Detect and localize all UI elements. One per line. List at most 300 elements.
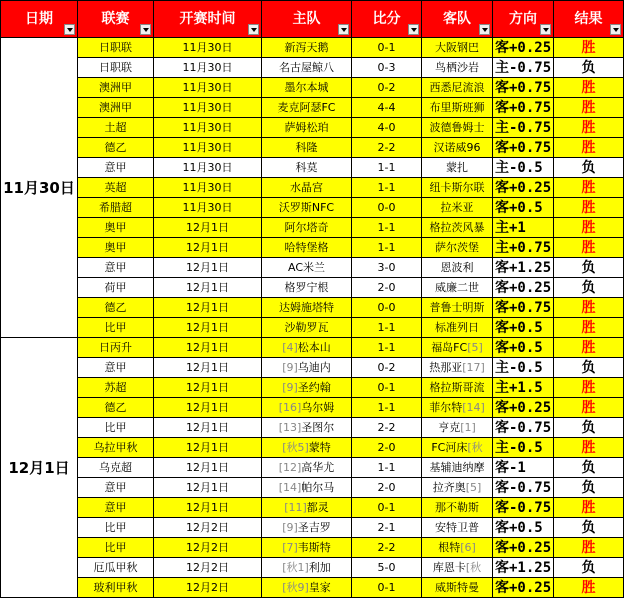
score-cell: 1-1 — [352, 458, 422, 478]
away-team-cell — [422, 518, 493, 538]
result-cell: 胜 — [554, 238, 624, 258]
table-row — [1, 258, 624, 278]
league-cell: 比甲 — [78, 518, 154, 538]
home-team: 高华尤 — [301, 460, 335, 474]
away-team-cell — [422, 378, 493, 398]
away-rank: [秋 — [467, 440, 483, 454]
result-cell: 负 — [554, 358, 624, 378]
away-team: 威廉二世 — [435, 280, 479, 294]
league-cell: 乌拉甲秋 — [78, 438, 154, 458]
away-team-cell — [422, 158, 493, 178]
table-row — [1, 518, 624, 538]
away-team: 威斯特曼 — [435, 580, 479, 594]
time-cell: 12月2日 — [154, 558, 262, 578]
away-rank: [秋 — [465, 560, 482, 574]
home-team-cell — [262, 298, 352, 318]
away-team-cell — [422, 558, 493, 578]
away-team-cell — [422, 198, 493, 218]
time-cell: 12月1日 — [154, 318, 262, 338]
away-team: 大阪钢巴 — [435, 40, 479, 54]
away-team: 基辅迪纳摩 — [429, 460, 485, 474]
direction-cell: 主-0.5 — [493, 438, 554, 458]
away-team-cell — [422, 298, 493, 318]
home-team-cell — [262, 258, 352, 278]
home-team: 松本山 — [297, 340, 331, 354]
home-team-cell — [262, 198, 352, 218]
away-team: 布里斯班狮 — [429, 100, 485, 114]
score-cell: 4-4 — [352, 98, 422, 118]
away-team-cell — [422, 218, 493, 238]
away-team: 安特卫普 — [435, 520, 479, 534]
home-team: 科莫 — [295, 160, 318, 174]
home-team: 科隆 — [295, 140, 318, 154]
result-cell: 胜 — [554, 118, 624, 138]
away-rank: [5] — [467, 340, 483, 354]
away-team-cell — [422, 458, 493, 478]
home-team: 都灵 — [306, 500, 329, 514]
away-team-cell — [422, 418, 493, 438]
score-cell: 2-2 — [352, 538, 422, 558]
league-cell: 奥甲 — [78, 238, 154, 258]
result-cell: 胜 — [554, 78, 624, 98]
direction-cell: 客-0.75 — [493, 418, 554, 438]
table-row — [1, 198, 624, 218]
home-rank: [秋5] — [282, 440, 309, 454]
score-cell: 2-2 — [352, 418, 422, 438]
time-cell: 12月1日 — [154, 298, 262, 318]
league-cell: 澳洲甲 — [78, 98, 154, 118]
away-team: 标准列日 — [435, 320, 479, 334]
direction-cell: 客-0.75 — [493, 478, 554, 498]
home-rank: [14] — [278, 480, 302, 494]
table-row — [1, 498, 624, 518]
home-team: 利加 — [308, 560, 331, 574]
time-cell: 12月1日 — [154, 458, 262, 478]
score-cell: 0-1 — [352, 498, 422, 518]
league-cell: 意甲 — [78, 498, 154, 518]
home-team-cell — [262, 378, 352, 398]
home-team: 麦克阿瑟FC — [277, 100, 336, 114]
home-team: 帕尔马 — [301, 480, 335, 494]
direction-cell: 客+0.25 — [493, 38, 554, 58]
score-cell: 0-0 — [352, 198, 422, 218]
filter-dropdown-icon[interactable] — [610, 24, 621, 35]
result-cell: 负 — [554, 518, 624, 538]
away-team: 西悉尼流浪 — [429, 80, 485, 94]
table-row — [1, 458, 624, 478]
away-team-cell — [422, 98, 493, 118]
away-team: 根特 — [438, 540, 461, 554]
filter-dropdown-icon[interactable] — [140, 24, 151, 35]
away-rank: [14] — [462, 400, 485, 414]
score-cell: 1-1 — [352, 218, 422, 238]
score-cell: 2-2 — [352, 138, 422, 158]
home-team-cell — [262, 358, 352, 378]
home-team-cell — [262, 578, 352, 598]
home-team: 名古屋鲸八 — [279, 60, 334, 74]
home-rank: [13] — [278, 420, 302, 434]
away-rank: [17] — [462, 360, 485, 374]
result-cell: 胜 — [554, 198, 624, 218]
table-row — [1, 538, 624, 558]
away-team-cell — [422, 118, 493, 138]
home-team: 蒙特 — [308, 440, 331, 454]
header-direction: 方向 — [493, 1, 554, 38]
league-cell: 意甲 — [78, 358, 154, 378]
league-cell: 德乙 — [78, 398, 154, 418]
away-team: 波德鲁姆士 — [429, 120, 485, 134]
table-row — [1, 98, 624, 118]
home-rank: [秋1] — [282, 560, 309, 574]
home-team-cell — [262, 158, 352, 178]
league-cell: 奥甲 — [78, 218, 154, 238]
direction-cell: 主+1.5 — [493, 378, 554, 398]
home-rank: [7] — [282, 540, 298, 554]
result-cell: 胜 — [554, 38, 624, 58]
away-team: 恩波利 — [440, 260, 474, 274]
away-team: 普鲁士明斯 — [429, 300, 485, 314]
home-team: 水晶宫 — [290, 180, 323, 194]
away-team-cell — [422, 478, 493, 498]
away-team: 菲尔特 — [429, 400, 463, 414]
league-cell: 土超 — [78, 118, 154, 138]
time-cell: 12月2日 — [154, 578, 262, 598]
filter-dropdown-icon[interactable] — [248, 24, 259, 35]
result-cell: 胜 — [554, 578, 624, 598]
away-team-cell — [422, 38, 493, 58]
home-team-cell — [262, 238, 352, 258]
score-cell: 4-0 — [352, 118, 422, 138]
league-cell: 日丙升 — [78, 338, 154, 358]
away-team: 拉米亚 — [440, 200, 474, 214]
time-cell: 12月1日 — [154, 498, 262, 518]
result-cell: 负 — [554, 278, 624, 298]
time-cell: 12月1日 — [154, 378, 262, 398]
away-rank: [6] — [460, 540, 476, 554]
header-result: 结果 — [554, 1, 624, 38]
time-cell: 11月30日 — [154, 98, 262, 118]
result-cell: 胜 — [554, 218, 624, 238]
direction-cell: 客+0.75 — [493, 138, 554, 158]
home-team: 韦斯特 — [297, 540, 331, 554]
direction-cell: 客+0.5 — [493, 198, 554, 218]
away-team: 亨克 — [438, 420, 461, 434]
home-rank: [9] — [282, 520, 298, 534]
score-cell: 0-1 — [352, 38, 422, 58]
header-league: 联赛 — [78, 1, 154, 38]
away-team-cell — [422, 258, 493, 278]
score-cell: 1-1 — [352, 398, 422, 418]
direction-cell: 客+0.25 — [493, 398, 554, 418]
home-team: 皇家 — [308, 580, 331, 594]
home-team-cell — [262, 98, 352, 118]
result-cell: 胜 — [554, 438, 624, 458]
score-cell: 2-0 — [352, 438, 422, 458]
home-team: AC米兰 — [287, 260, 325, 274]
home-team: 圣约翰 — [297, 380, 331, 394]
home-team-cell — [262, 278, 352, 298]
time-cell: 12月1日 — [154, 218, 262, 238]
league-cell: 比甲 — [78, 318, 154, 338]
table-row — [1, 158, 624, 178]
result-cell: 负 — [554, 558, 624, 578]
home-team-cell — [262, 398, 352, 418]
result-cell: 胜 — [554, 318, 624, 338]
away-team: 格拉茨风暴 — [429, 220, 485, 234]
direction-cell: 客+0.5 — [493, 518, 554, 538]
home-rank: [秋9] — [282, 580, 309, 594]
result-cell: 负 — [554, 158, 624, 178]
result-cell: 负 — [554, 458, 624, 478]
time-cell: 12月1日 — [154, 438, 262, 458]
table-row — [1, 298, 624, 318]
home-rank: [4] — [282, 340, 298, 354]
table-row — [1, 338, 624, 358]
table-row — [1, 118, 624, 138]
time-cell: 12月1日 — [154, 338, 262, 358]
score-cell: 0-0 — [352, 298, 422, 318]
table-row — [1, 138, 624, 158]
home-rank: [12] — [278, 460, 302, 474]
home-team: 圣图尔 — [301, 420, 335, 434]
away-team: FC河床 — [431, 440, 468, 454]
time-cell: 12月1日 — [154, 478, 262, 498]
result-cell: 胜 — [554, 298, 624, 318]
away-team-cell — [422, 338, 493, 358]
result-cell: 胜 — [554, 338, 624, 358]
league-cell: 德乙 — [78, 298, 154, 318]
table-row — [1, 178, 624, 198]
time-cell: 11月30日 — [154, 198, 262, 218]
table-row — [1, 238, 624, 258]
direction-cell: 主-0.5 — [493, 358, 554, 378]
time-cell: 12月2日 — [154, 538, 262, 558]
direction-cell: 客+0.25 — [493, 538, 554, 558]
direction-cell: 客+0.5 — [493, 338, 554, 358]
table-row — [1, 58, 624, 78]
direction-cell: 客+0.75 — [493, 78, 554, 98]
home-team-cell — [262, 218, 352, 238]
away-team-cell — [422, 438, 493, 458]
score-cell: 2-1 — [352, 518, 422, 538]
home-team: 乌尔姆 — [301, 400, 335, 414]
header-row — [1, 1, 624, 38]
table-row — [1, 78, 624, 98]
league-cell: 荷甲 — [78, 278, 154, 298]
league-cell: 希腊超 — [78, 198, 154, 218]
table-body — [1, 38, 624, 598]
direction-cell: 客+0.25 — [493, 278, 554, 298]
direction-cell: 客+0.25 — [493, 578, 554, 598]
league-cell: 澳洲甲 — [78, 78, 154, 98]
home-team-cell — [262, 458, 352, 478]
score-cell: 3-0 — [352, 258, 422, 278]
away-team: 萨尔茨堡 — [435, 240, 479, 254]
filter-dropdown-icon[interactable] — [540, 24, 551, 35]
home-team: 阿尔塔奇 — [284, 220, 329, 234]
home-team-cell — [262, 138, 352, 158]
home-team: 沃罗斯NFC — [278, 200, 335, 214]
home-team-cell — [262, 118, 352, 138]
league-cell: 日职联 — [78, 38, 154, 58]
result-cell: 胜 — [554, 398, 624, 418]
direction-cell: 主-0.5 — [493, 158, 554, 178]
league-cell: 比甲 — [78, 418, 154, 438]
header-date: 日期 — [1, 1, 78, 38]
home-team-cell — [262, 478, 352, 498]
league-cell: 英超 — [78, 178, 154, 198]
time-cell: 12月2日 — [154, 518, 262, 538]
date-cell: 11月30日 — [1, 38, 78, 338]
away-team-cell — [422, 278, 493, 298]
league-cell: 比甲 — [78, 538, 154, 558]
direction-cell: 客-0.75 — [493, 498, 554, 518]
filter-dropdown-icon[interactable] — [64, 24, 75, 35]
result-cell: 胜 — [554, 498, 624, 518]
table-row — [1, 318, 624, 338]
result-cell: 负 — [554, 258, 624, 278]
away-team-cell — [422, 398, 493, 418]
away-team-cell — [422, 238, 493, 258]
home-team-cell — [262, 78, 352, 98]
table-row — [1, 398, 624, 418]
direction-cell: 客+0.25 — [493, 178, 554, 198]
direction-cell: 主+0.75 — [493, 238, 554, 258]
direction-cell: 主+1 — [493, 218, 554, 238]
table-row — [1, 438, 624, 458]
result-cell: 胜 — [554, 178, 624, 198]
table-row — [1, 558, 624, 578]
score-cell: 2-0 — [352, 278, 422, 298]
away-team-cell — [422, 578, 493, 598]
time-cell: 11月30日 — [154, 158, 262, 178]
filter-dropdown-icon[interactable] — [338, 24, 349, 35]
result-cell: 胜 — [554, 98, 624, 118]
home-team-cell — [262, 58, 352, 78]
home-team-cell — [262, 438, 352, 458]
league-cell: 德乙 — [78, 138, 154, 158]
away-team: 热那亚 — [429, 360, 463, 374]
time-cell: 11月30日 — [154, 118, 262, 138]
home-team-cell — [262, 338, 352, 358]
league-cell: 玻利甲秋 — [78, 578, 154, 598]
score-cell: 1-1 — [352, 338, 422, 358]
table-row — [1, 38, 624, 58]
away-team: 拉齐奥 — [432, 480, 466, 494]
time-cell: 12月1日 — [154, 398, 262, 418]
time-cell: 11月30日 — [154, 58, 262, 78]
away-team: 蒙扎 — [446, 160, 468, 174]
table-row — [1, 278, 624, 298]
league-cell: 厄瓜甲秋 — [78, 558, 154, 578]
time-cell: 11月30日 — [154, 38, 262, 58]
home-team: 墨尔本城 — [284, 80, 329, 94]
result-cell: 负 — [554, 418, 624, 438]
score-cell: 1-1 — [352, 238, 422, 258]
away-team: 那不勒斯 — [435, 500, 479, 514]
away-team: 汉诺威96 — [433, 140, 481, 154]
score-cell: 1-1 — [352, 158, 422, 178]
time-cell: 11月30日 — [154, 78, 262, 98]
home-rank: [9] — [282, 360, 298, 374]
table-row — [1, 418, 624, 438]
league-cell: 意甲 — [78, 158, 154, 178]
away-team-cell — [422, 498, 493, 518]
score-cell: 1-1 — [352, 318, 422, 338]
result-cell: 胜 — [554, 378, 624, 398]
score-cell: 1-1 — [352, 178, 422, 198]
table-row — [1, 358, 624, 378]
home-team: 沙勒罗瓦 — [284, 320, 329, 334]
direction-cell: 主-0.75 — [493, 118, 554, 138]
league-cell: 苏超 — [78, 378, 154, 398]
time-cell: 12月1日 — [154, 418, 262, 438]
league-cell: 意甲 — [78, 478, 154, 498]
away-rank: [1] — [460, 420, 476, 434]
home-team: 萨姆松珀 — [284, 120, 329, 134]
score-cell: 0-3 — [352, 58, 422, 78]
away-team-cell — [422, 318, 493, 338]
filter-dropdown-icon[interactable] — [408, 24, 419, 35]
home-rank: [16] — [278, 400, 302, 414]
home-team: 格罗宁根 — [284, 280, 329, 294]
home-team-cell — [262, 318, 352, 338]
score-cell: 5-0 — [352, 558, 422, 578]
away-rank: [5] — [465, 480, 482, 494]
home-team: 达姆施塔特 — [279, 300, 334, 314]
direction-cell: 客+0.5 — [493, 318, 554, 338]
time-cell: 12月1日 — [154, 238, 262, 258]
home-team: 新泻天鹅 — [284, 40, 329, 54]
away-team-cell — [422, 178, 493, 198]
table-row — [1, 478, 624, 498]
league-cell: 日职联 — [78, 58, 154, 78]
header-home: 主队 — [262, 1, 352, 38]
table-row — [1, 218, 624, 238]
league-cell: 乌克超 — [78, 458, 154, 478]
score-cell: 0-2 — [352, 358, 422, 378]
direction-cell: 客+0.75 — [493, 98, 554, 118]
table-row — [1, 578, 624, 598]
home-team-cell — [262, 38, 352, 58]
filter-dropdown-icon[interactable] — [479, 24, 490, 35]
header-away: 客队 — [422, 1, 493, 38]
header-score: 比分 — [352, 1, 422, 38]
result-cell: 胜 — [554, 138, 624, 158]
away-team-cell — [422, 358, 493, 378]
away-team: 鸟栖沙岩 — [435, 60, 479, 74]
home-team-cell — [262, 518, 352, 538]
result-cell: 胜 — [554, 538, 624, 558]
away-team-cell — [422, 138, 493, 158]
score-cell: 2-0 — [352, 478, 422, 498]
league-cell: 意甲 — [78, 258, 154, 278]
time-cell: 12月1日 — [154, 258, 262, 278]
home-team: 乌迪内 — [297, 360, 331, 374]
home-team-cell — [262, 558, 352, 578]
away-team-cell — [422, 78, 493, 98]
direction-cell: 客+0.75 — [493, 298, 554, 318]
score-cell: 0-1 — [352, 378, 422, 398]
result-cell: 负 — [554, 58, 624, 78]
home-team: 哈特堡格 — [284, 240, 329, 254]
header-time: 开赛时间 — [154, 1, 262, 38]
time-cell: 11月30日 — [154, 138, 262, 158]
home-team-cell — [262, 418, 352, 438]
date-cell: 12月1日 — [1, 338, 78, 598]
home-team: 圣吉罗 — [297, 520, 331, 534]
away-team: 福岛FC — [431, 340, 468, 354]
